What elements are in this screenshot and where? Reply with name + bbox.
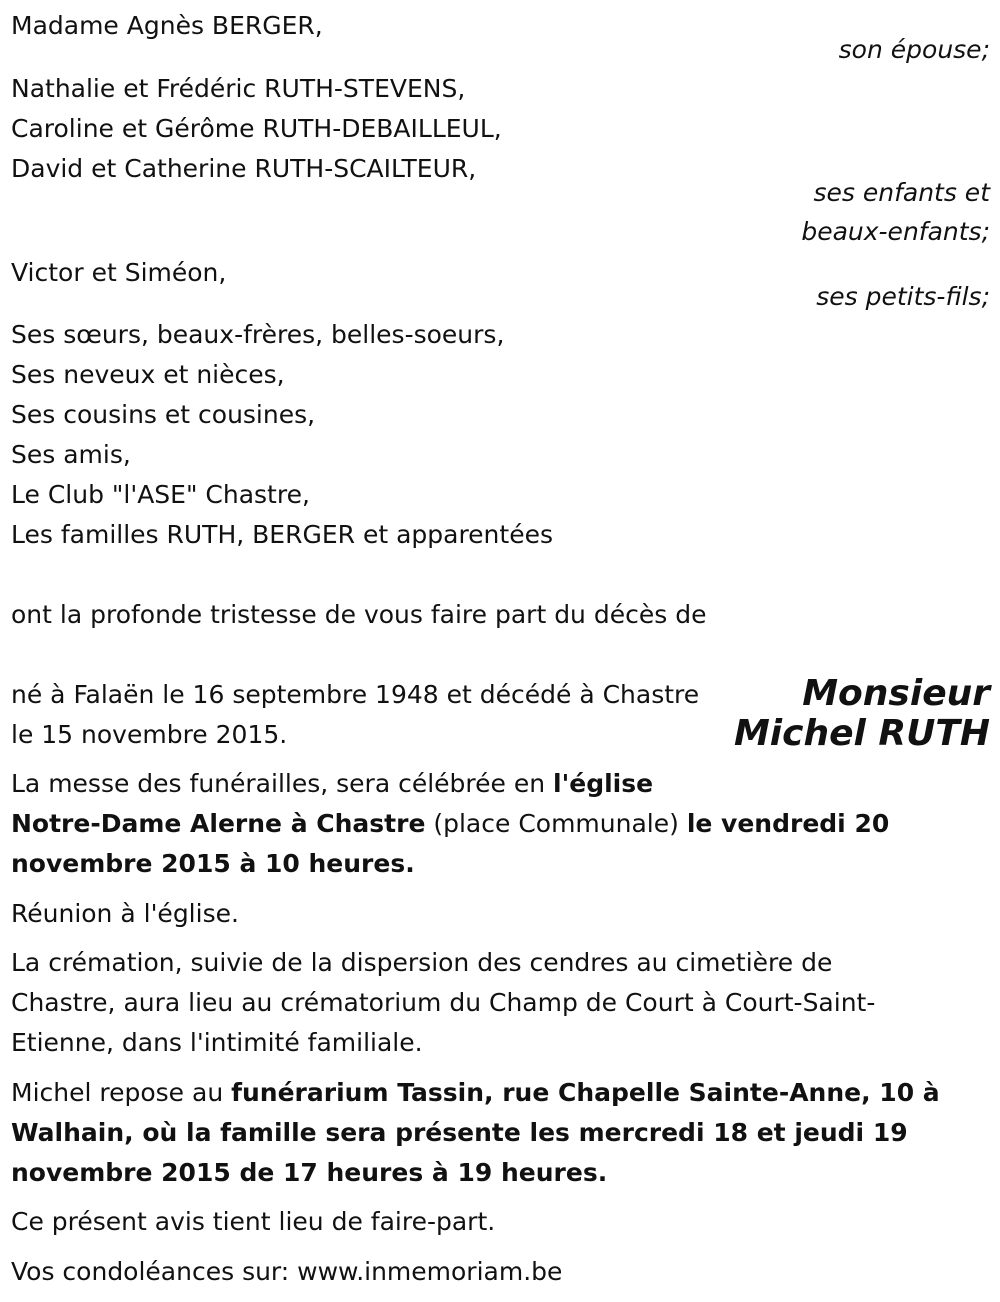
deceased-title: Monsieur <box>802 673 990 714</box>
relatives-line-2: Ses neveux et nièces, <box>11 360 285 389</box>
funeral-line-1 <box>11 764 653 804</box>
repose-line-3: novembre 2015 de 17 heures à 19 heures. <box>11 1158 608 1187</box>
relatives-line-5: Le Club "l'ASE" Chastre, <box>11 480 310 509</box>
grandchildren-names: Victor et Siméon, <box>11 258 227 287</box>
child-line-3: David et Catherine RUTH-SCAILTEUR, <box>11 154 477 183</box>
funeral-date-a: le vendredi 20 <box>686 809 890 838</box>
spouse-name: Madame Agnès BERGER, <box>11 11 323 40</box>
cremation-line-1: La crémation, suivie de la dispersion des cendres au cimetière de <box>11 948 833 977</box>
child-line-1: Nathalie et Frédéric RUTH-STEVENS, <box>11 74 466 103</box>
deceased-name-block <box>734 674 990 754</box>
spouse-role: son épouse; <box>838 35 990 64</box>
condolences-text: Vos condoléances sur: www.inmemoriam.be <box>11 1257 563 1286</box>
relatives-line-4: Ses amis, <box>11 440 131 469</box>
birth-death-line-2: le 15 novembre 2015. <box>11 720 288 749</box>
funeral-text-a: La messe des funérailles, sera célébrée en <box>11 769 554 798</box>
birth-death-line-1: né à Falaën le 16 septembre 1948 et décédé à Chastre <box>11 680 700 709</box>
funeral-church-a: l'église <box>553 769 654 798</box>
repose-text-a: Michel repose au <box>11 1078 232 1107</box>
child-line-2: Caroline et Gérôme RUTH-DEBAILLEUL, <box>11 114 502 143</box>
funeral-line-3: novembre 2015 à 10 heures. <box>11 849 415 878</box>
funeral-church-b: Notre-Dame Alerne à Chastre <box>11 809 426 838</box>
repose-line-2: Walhain, où la famille sera présente les mercredi 18 et jeudi 19 <box>11 1118 908 1147</box>
cremation-line-2: Chastre, aura lieu au crématorium du Champ de Court à Court-Saint- <box>11 988 876 1017</box>
announcement-text: ont la profonde tristesse de vous faire part du décès de <box>11 600 707 629</box>
children-role-line-1: ses enfants et <box>813 178 990 207</box>
repose-line-1 <box>11 1073 940 1113</box>
cremation-line-3: Etienne, dans l'intimité familiale. <box>11 1028 423 1057</box>
deceased-name: Michel RUTH <box>733 713 990 754</box>
repose-place-a: funérarium Tassin, rue Chapelle Sainte-Anne, 10 à <box>231 1078 940 1107</box>
funeral-place: (place Communale) <box>425 809 687 838</box>
children-role-line-2: beaux-enfants; <box>801 217 990 246</box>
grandchildren-role: ses petits-fils; <box>816 282 990 311</box>
relatives-line-3: Ses cousins et cousines, <box>11 400 316 429</box>
funeral-line-2 <box>11 804 889 844</box>
relatives-line-6: Les familles RUTH, BERGER et apparentées <box>11 520 553 549</box>
reunion-text: Réunion à l'église. <box>11 899 239 928</box>
relatives-line-1: Ses sœurs, beaux-frères, belles-soeurs, <box>11 320 505 349</box>
notice-text: Ce présent avis tient lieu de faire-part. <box>11 1207 496 1236</box>
